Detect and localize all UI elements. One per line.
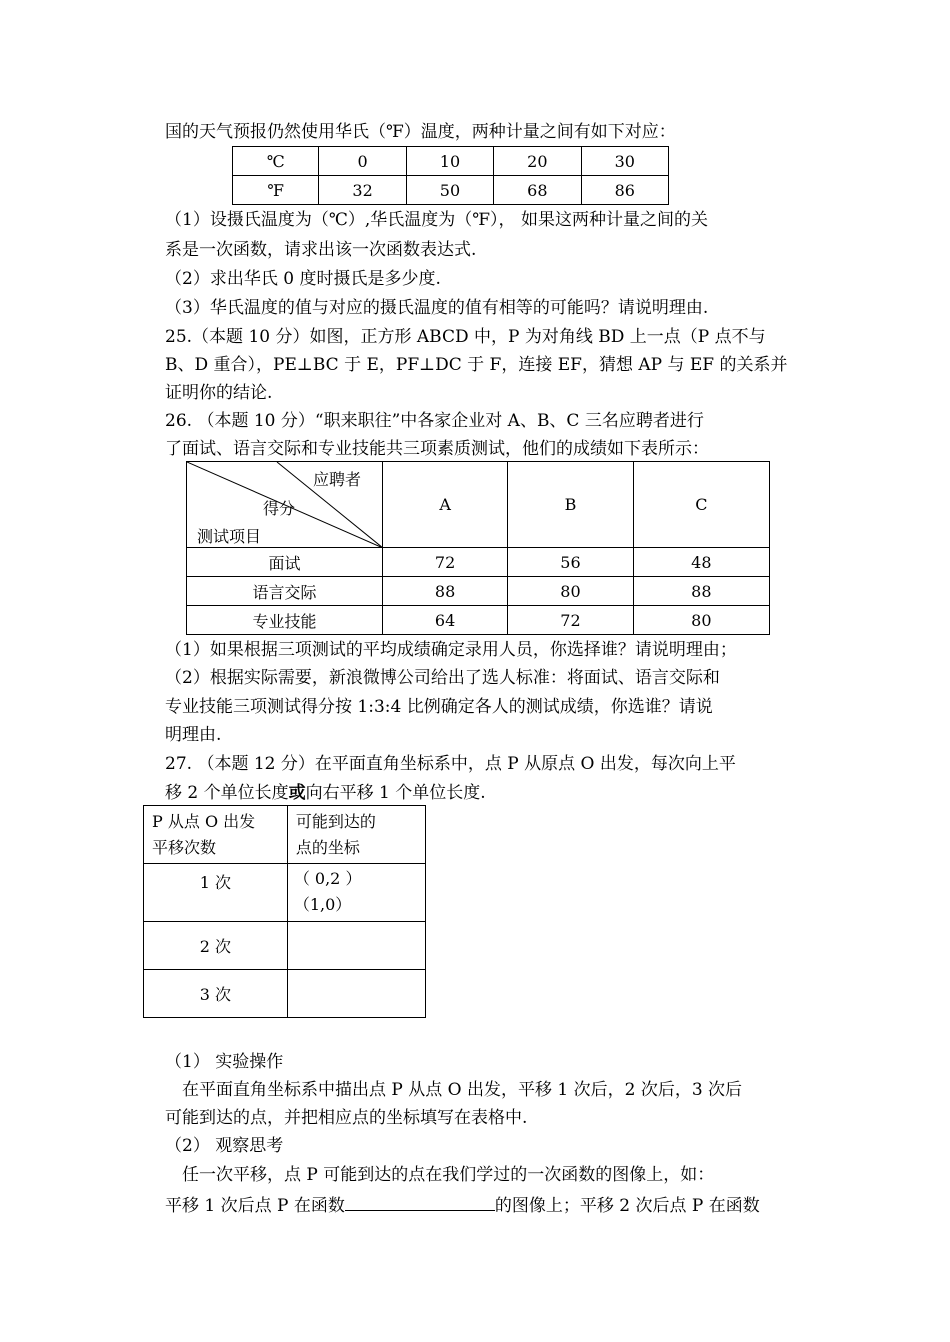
move-row-2-label: 2 次 — [144, 922, 288, 970]
diag-score: 得分 — [263, 499, 296, 518]
header-a: A — [382, 462, 507, 548]
header-b: B — [508, 462, 633, 548]
q26-part1: （1）如果根据三项测试的平均成绩确定录用人员，你选择谁？请说明理由； — [165, 640, 737, 660]
cell: 32 — [319, 176, 406, 205]
cell-celsius: ℃ — [233, 147, 319, 176]
q24-part1-line2: 系是一次函数，请求出该一次函数表达式. — [165, 240, 477, 260]
score-cell: 48 — [633, 548, 769, 577]
move-row-3-coords — [287, 970, 425, 1018]
item-language: 语言交际 — [187, 577, 383, 606]
item-interview: 面试 — [187, 548, 383, 577]
q26-part2-line1: （2）根据实际需要，新浪微博公司给出了选人标准：将面试、语言交际和 — [165, 668, 720, 688]
move-header-coords-line1: 可能到达的 — [295, 811, 376, 831]
section1-line2: 可能到达的点，并把相应点的坐标填写在表格中. — [165, 1108, 528, 1128]
intro-line: 国的天气预报仍然使用华氏（℉）温度，两种计量之间有如下对应： — [165, 122, 676, 142]
section1-line1: 在平面直角坐标系中描出点 P 从点 O 出发，平移 1 次后，2 次后，3 次后 — [182, 1080, 743, 1100]
cell: 86 — [581, 176, 668, 205]
diag-item: 测试项目 — [197, 527, 262, 546]
answer-blank[interactable] — [345, 1192, 495, 1211]
q27-line2-pre: 移 2 个单位长度 — [165, 783, 289, 803]
score-cell: 88 — [382, 577, 507, 606]
item-skills: 专业技能 — [187, 606, 383, 635]
section2-line2 — [165, 1192, 760, 1218]
q24-part2: （2）求出华氏 0 度时摄氏是多少度. — [165, 269, 441, 289]
score-cell: 80 — [508, 577, 633, 606]
section2-line1: 任一次平移，点 P 可能到达的点在我们学过的一次函数的图像上，如： — [182, 1165, 715, 1185]
move-header-steps-line1: P 从点 O 出发 — [152, 811, 256, 831]
section2-line2-post: 的图像上；平移 2 次后点 P 在函数 — [494, 1196, 760, 1216]
cell: 30 — [581, 147, 668, 176]
move-header-coords-line2: 点的坐标 — [295, 837, 360, 857]
move-header-steps-line2: 平移次数 — [152, 837, 217, 857]
move-table — [143, 805, 426, 1018]
section2-title: （2） 观察思考 — [165, 1136, 284, 1156]
q26-part2-line2: 专业技能三项测试得分按 1:3:4 比例确定各人的测试成绩，你选谁？请说 — [165, 697, 713, 717]
q25-line2: B、D 重合），PE⊥BC 于 E，PF⊥DC 于 F，连接 EF，猜想 AP 与 EF 的关系并 — [165, 355, 788, 375]
score-cell: 64 — [382, 606, 507, 635]
cell: 50 — [406, 176, 493, 205]
q25-line1: 25.（本题 10 分）如图，正方形 ABCD 中，P 为对角线 BD 上一点（P 点不与 — [165, 327, 766, 347]
cell-fahrenheit: ℉ — [233, 176, 319, 205]
diagonal-header-cell — [187, 462, 383, 548]
diag-applicant: 应聘者 — [313, 470, 362, 489]
coord-0-2: （ 0,2 ） — [293, 869, 362, 888]
section2-line2-pre: 平移 1 次后点 P 在函数 — [165, 1196, 345, 1216]
score-cell: 56 — [508, 548, 633, 577]
move-row-2-coords — [287, 922, 425, 970]
cell: 0 — [319, 147, 406, 176]
cell: 20 — [494, 147, 581, 176]
q27-or-emphasis: 或 — [288, 783, 306, 803]
section1-title: （1） 实验操作 — [165, 1052, 284, 1072]
score-cell: 80 — [633, 606, 769, 635]
q26-line2: 了面试、语言交际和专业技能共三项素质测试，他们的成绩如下表所示： — [165, 439, 709, 459]
q27-line1: 27. （本题 12 分）在平面直角坐标系中，点 P 从原点 O 出发，每次向上平 — [165, 754, 736, 774]
move-row-3-label: 3 次 — [144, 970, 288, 1018]
header-c: C — [633, 462, 769, 548]
score-table — [186, 461, 770, 635]
move-row-1-label: 1 次 — [144, 864, 288, 922]
score-cell: 72 — [508, 606, 633, 635]
score-cell: 88 — [633, 577, 769, 606]
q25-line3: 证明你的结论. — [165, 383, 273, 403]
move-header-coords — [287, 806, 425, 864]
q26-line1: 26. （本题 10 分）“职来职往”中各家企业对 A、B、C 三名应聘者进行 — [165, 411, 704, 431]
move-row-1-coords — [287, 864, 425, 922]
q24-part1-line1: （1）设摄氏温度为（℃）,华氏温度为（℉）， 如果这两种计量之间的关 — [165, 210, 708, 230]
temperature-table — [232, 146, 669, 205]
score-cell: 72 — [382, 548, 507, 577]
q24-part3: （3）华氏温度的值与对应的摄氏温度的值有相等的可能吗？请说明理由. — [165, 298, 709, 318]
coord-1-0: （1,0） — [293, 895, 352, 914]
cell: 10 — [406, 147, 493, 176]
cell: 68 — [494, 176, 581, 205]
q27-line2-post: 向右平移 1 个单位长度. — [305, 783, 486, 803]
q26-part2-line3: 明理由. — [165, 725, 222, 745]
move-header-steps — [144, 806, 288, 864]
q27-line2 — [165, 781, 486, 805]
